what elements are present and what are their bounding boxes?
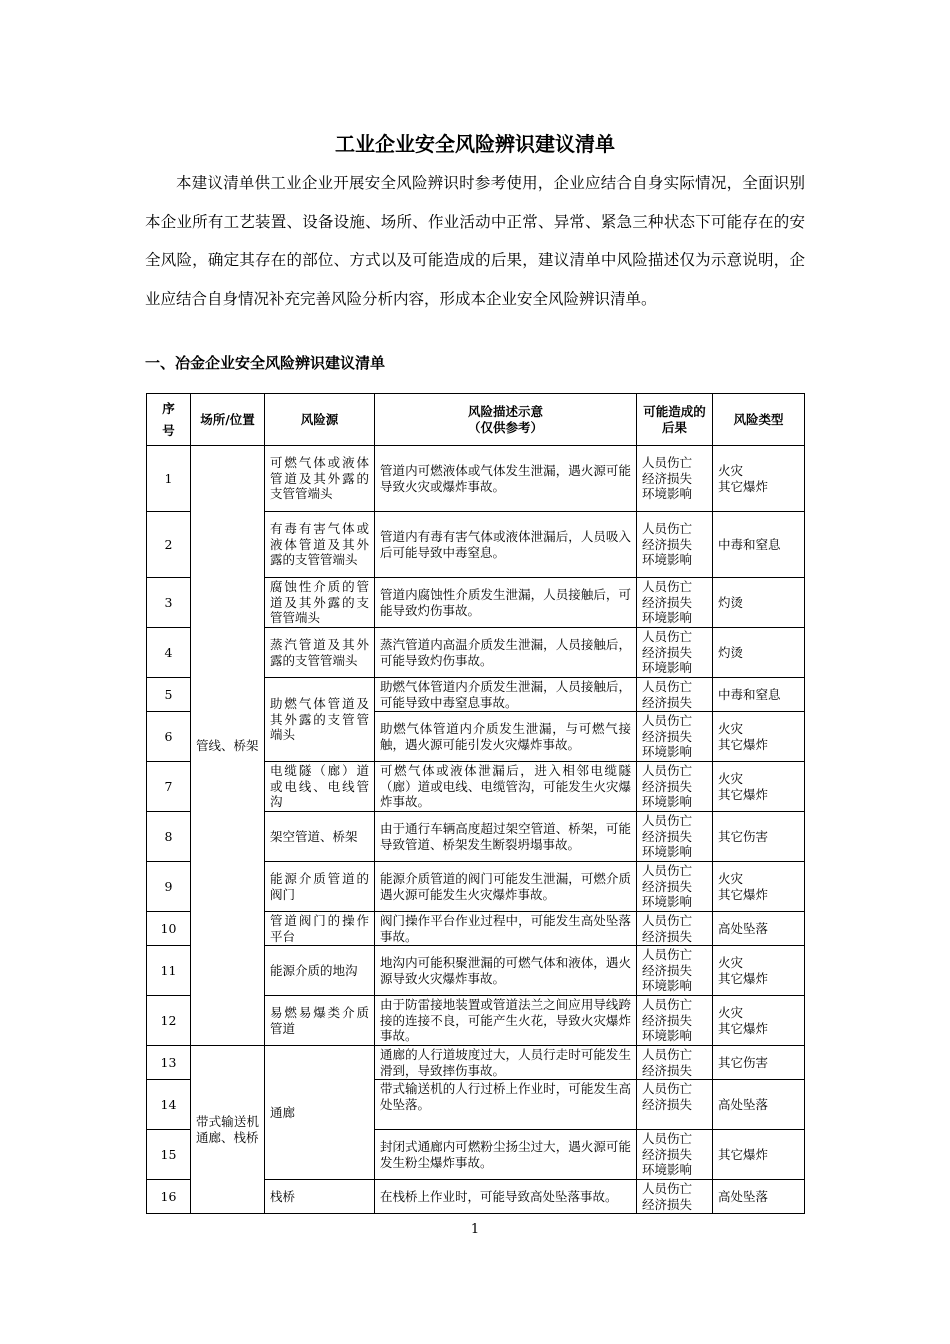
row-source: 有毒有害气体或液体管道及其外露的支管管端头	[265, 512, 375, 578]
header-description-line1: 风险描述示意	[467, 404, 543, 419]
row-description: 由于通行车辆高度超过架空管道、桥架，可能导致管道、桥架发生断裂坍塌事故。	[375, 812, 637, 862]
row-type: 火灾 其它爆炸	[713, 762, 805, 812]
row-seq: 10	[147, 912, 191, 946]
row-description: 地沟内可能积聚泄漏的可燃气体和液体，遇火源导致火灾爆炸事故。	[375, 946, 637, 996]
row-description: 由于防雷接地装置或管道法兰之间应用导线跨接的连接不良，可能产生火花，导致火灾爆炸事故。	[375, 996, 637, 1046]
table-row	[147, 1046, 805, 1080]
row-consequence: 人员伤亡 经济损失	[637, 678, 713, 712]
row-source: 栈桥	[265, 1180, 375, 1214]
row-type: 中毒和窒息	[713, 512, 805, 578]
row-type: 火灾 其它爆炸	[713, 446, 805, 512]
row-seq: 9	[147, 862, 191, 912]
row-seq: 12	[147, 996, 191, 1046]
row-consequence: 人员伤亡 经济损失 环境影响	[637, 1130, 713, 1180]
risk-table	[146, 393, 805, 1214]
header-seq: 序号	[147, 394, 191, 446]
row-source: 管道阀门的操作平台	[265, 912, 375, 946]
row-type: 其它伤害	[713, 1046, 805, 1080]
row-source: 架空管道、桥架	[265, 812, 375, 862]
row-description: 管道内可燃液体或气体发生泄漏，遇火源可能导致火灾或爆炸事故。	[375, 446, 637, 512]
row-seq: 2	[147, 512, 191, 578]
row-type: 火灾 其它爆炸	[713, 996, 805, 1046]
row-description: 带式输送机的人行过桥上作业时，可能发生高处坠落。	[375, 1080, 637, 1130]
intro-paragraph: 本建议清单供工业企业开展安全风险辨识时参考使用，企业应结合自身实际情况，全面识别本企业所有工艺装置、设备设施、场所、作业活动中正常、异常、紧急三种状态下可能存在的安全风险，确定其存在的部位、方式以及可能造成的后果，建议清单中风险描述仅为示意说明，企业应结合自身情况补充完善风险分析内容，形成本企业安全风险辨识清单。	[145, 174, 805, 308]
row-consequence: 人员伤亡 经济损失 环境影响	[637, 862, 713, 912]
row-source: 可燃气体或液体管道及其外露的支管管端头	[265, 446, 375, 512]
row-description: 助燃气体管道内介质发生泄漏，人员接触后，可能导致中毒窒息事故。	[375, 678, 637, 712]
row-seq: 5	[147, 678, 191, 712]
row-description: 助燃气体管道内介质发生泄漏，与可燃气接触，遇火源可能引发火灾爆炸事故。	[375, 712, 637, 762]
row-type: 灼烫	[713, 628, 805, 678]
row-seq: 1	[147, 446, 191, 512]
row-type: 高处坠落	[713, 912, 805, 946]
row-type: 其它伤害	[713, 812, 805, 862]
row-consequence: 人员伤亡 经济损失 环境影响	[637, 512, 713, 578]
row-description: 管道内腐蚀性介质发生泄漏，人员接触后，可能导致灼伤事故。	[375, 578, 637, 628]
row-consequence: 人员伤亡 经济损失 环境影响	[637, 812, 713, 862]
row-type: 中毒和窒息	[713, 678, 805, 712]
location-group-conveyor: 带式输送机通廊、栈桥	[191, 1046, 265, 1214]
row-seq: 3	[147, 578, 191, 628]
page-title: 工业企业安全风险辨识建议清单	[335, 132, 615, 156]
row-consequence: 人员伤亡 经济损失 环境影响	[637, 578, 713, 628]
header-description-line2: （仅供参考）	[467, 419, 543, 435]
location-group-pipelines: 管线、桥架	[191, 446, 265, 1046]
page-number: 1	[470, 1222, 480, 1237]
row-type: 其它爆炸	[713, 1130, 805, 1180]
row-consequence: 人员伤亡 经济损失	[637, 912, 713, 946]
row-description: 在栈桥上作业时，可能导致高处坠落事故。	[375, 1180, 637, 1214]
row-type: 高处坠落	[713, 1180, 805, 1214]
row-seq: 6	[147, 712, 191, 762]
header-type: 风险类型	[713, 394, 805, 446]
table-header-row	[147, 394, 805, 446]
row-description: 阀门操作平台作业过程中，可能发生高处坠落事故。	[375, 912, 637, 946]
row-source: 电缆隧（廊）道或电线、电线管沟	[265, 762, 375, 812]
row-seq: 11	[147, 946, 191, 996]
header-location: 场所/位置	[191, 394, 265, 446]
row-source: 腐蚀性介质的管道及其外露的支管管端头	[265, 578, 375, 628]
row-description: 可燃气体或液体泄漏后，进入相邻电缆隧（廊）道或电线、电缆管沟，可能发生火灾爆炸事故。	[375, 762, 637, 812]
row-consequence: 人员伤亡 经济损失 环境影响	[637, 762, 713, 812]
row-description: 通廊的人行道坡度过大，人员行走时可能发生滑到，导致摔伤事故。	[375, 1046, 637, 1080]
row-seq: 14	[147, 1080, 191, 1130]
table-row	[147, 446, 805, 512]
row-description: 蒸汽管道内高温介质发生泄漏，人员接触后，可能导致灼伤事故。	[375, 628, 637, 678]
row-seq: 15	[147, 1130, 191, 1180]
row-seq: 8	[147, 812, 191, 862]
row-type: 火灾 其它爆炸	[713, 862, 805, 912]
row-source: 能源介质的地沟	[265, 946, 375, 996]
row-source: 能源介质管道的阀门	[265, 862, 375, 912]
row-consequence: 人员伤亡 经济损失 环境影响	[637, 946, 713, 996]
row-seq: 7	[147, 762, 191, 812]
row-type: 火灾 其它爆炸	[713, 712, 805, 762]
row-source: 通廊	[265, 1046, 375, 1180]
header-source: 风险源	[265, 394, 375, 446]
section-heading: 一、冶金企业安全风险辨识建议清单	[145, 354, 386, 372]
row-type: 高处坠落	[713, 1080, 805, 1130]
row-seq: 13	[147, 1046, 191, 1080]
row-seq: 16	[147, 1180, 191, 1214]
row-source: 易燃易爆类介质管道	[265, 996, 375, 1046]
row-type: 灼烫	[713, 578, 805, 628]
row-consequence: 人员伤亡 经济损失	[637, 1080, 713, 1130]
row-type: 火灾 其它爆炸	[713, 946, 805, 996]
row-consequence: 人员伤亡 经济损失	[637, 1180, 713, 1214]
row-source: 蒸汽管道及其外露的支管管端头	[265, 628, 375, 678]
row-consequence: 人员伤亡 经济损失 环境影响	[637, 446, 713, 512]
row-consequence: 人员伤亡 经济损失 环境影响	[637, 996, 713, 1046]
row-description: 能源介质管道的阀门可能发生泄漏，可燃介质遇火源可能发生火灾爆炸事故。	[375, 862, 637, 912]
row-consequence: 人员伤亡 经济损失 环境影响	[637, 712, 713, 762]
row-description: 管道内有毒有害气体或液体泄漏后，人员吸入后可能导致中毒窒息。	[375, 512, 637, 578]
header-description	[375, 394, 637, 446]
row-description: 封闭式通廊内可燃粉尘扬尘过大，遇火源可能发生粉尘爆炸事故。	[375, 1130, 637, 1180]
row-consequence: 人员伤亡 经济损失 环境影响	[637, 628, 713, 678]
row-seq: 4	[147, 628, 191, 678]
row-source: 助燃气体管道及其外露的支管管端头	[265, 678, 375, 762]
header-consequence: 可能造成的后果	[637, 394, 713, 446]
row-consequence: 人员伤亡 经济损失	[637, 1046, 713, 1080]
